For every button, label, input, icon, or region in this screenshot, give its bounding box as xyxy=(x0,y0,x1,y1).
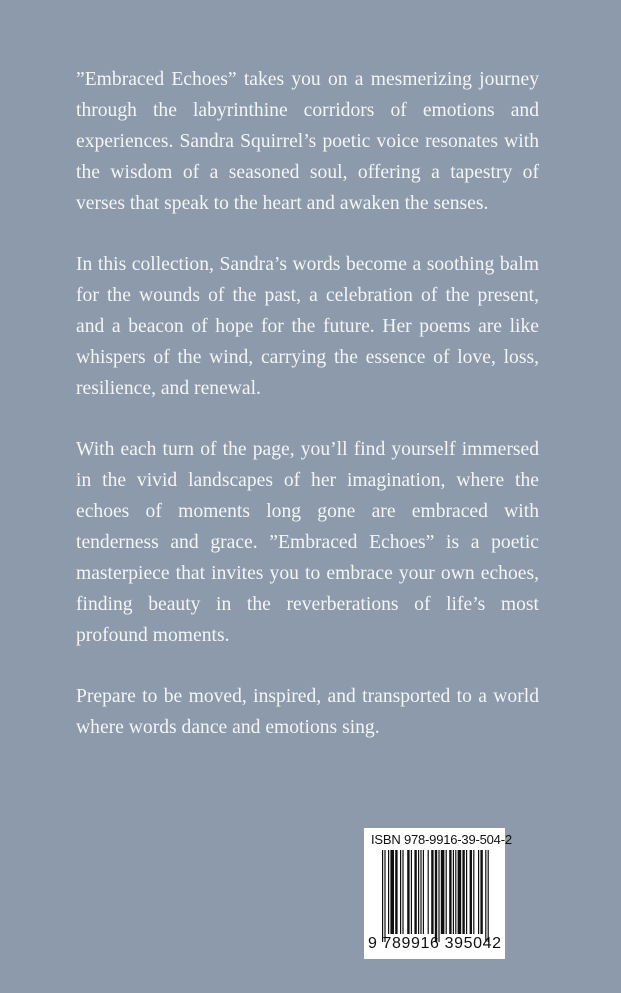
barcode-bar xyxy=(418,850,419,934)
barcode-bar xyxy=(466,850,467,934)
barcode-bar xyxy=(428,850,429,934)
barcode-bar xyxy=(488,850,489,942)
barcode-bar xyxy=(388,850,389,934)
barcode-bar xyxy=(395,850,397,934)
barcode-bar xyxy=(414,850,416,934)
back-cover-blurb xyxy=(76,64,539,773)
barcode-bar xyxy=(478,850,479,934)
barcode-bar xyxy=(384,850,385,942)
barcode-bar xyxy=(480,850,482,934)
barcode-bar xyxy=(402,850,403,934)
barcode-digits: 9 789916 395042 xyxy=(368,935,502,952)
blurb-paragraph-3: With each turn of the page, you’ll find yourself immersed in the vivid landscapes of her imagination, where the echoes of moments long gone are embraced with tenderness and grace. ”Embraced Echoes” is a poetic masterpiece that invites you to embrace your own echoes, finding beauty in the reverberations of life’s most profound moments. xyxy=(76,439,539,646)
barcode-bar xyxy=(423,850,424,934)
barcode-bar xyxy=(435,850,437,942)
barcode-bars xyxy=(382,850,496,942)
isbn-barcode xyxy=(364,828,512,959)
barcode-bar xyxy=(485,850,486,942)
barcode-bar xyxy=(431,850,433,934)
blurb-paragraph-2: In this collection, Sandra’s words become a soothing balm for the wounds of the past, a celebration of the present, and a beacon of hope for the future. Her poems are like whispers of the wind, carrying the essence of love, loss, resilience, and renewal. xyxy=(76,254,539,399)
barcode-bar xyxy=(407,850,409,934)
barcode-bar xyxy=(453,850,454,934)
barcode-bar xyxy=(411,850,412,934)
barcode-bar xyxy=(446,850,447,934)
blurb-paragraph-4: Prepare to be moved, inspired, and transported to a world where words dance and emotions sing. xyxy=(76,686,539,738)
isbn-label: ISBN 978-9916-39-504-2 xyxy=(371,832,512,847)
barcode-bar xyxy=(455,850,456,934)
barcode-bar xyxy=(438,850,439,942)
barcode-bar xyxy=(441,850,445,934)
barcode-bar xyxy=(382,850,383,942)
barcode-bar xyxy=(449,850,451,934)
barcode-bar xyxy=(462,850,464,934)
barcode-bar xyxy=(400,850,401,934)
barcode-bar xyxy=(458,850,462,934)
barcode-bar xyxy=(390,850,394,934)
blurb-paragraph-1: ”Embraced Echoes” takes you on a mesmerizing journey through the labyrinthine corridors of emotions and experiences. Sandra Squirrel’s poetic voice resonates with the wisdom of a seasoned soul, offering a tapestry of verses that speak to the heart and awaken the senses. xyxy=(76,69,539,214)
barcode-bar xyxy=(420,850,421,934)
barcode-bar xyxy=(473,850,474,934)
barcode-bar xyxy=(470,850,472,934)
